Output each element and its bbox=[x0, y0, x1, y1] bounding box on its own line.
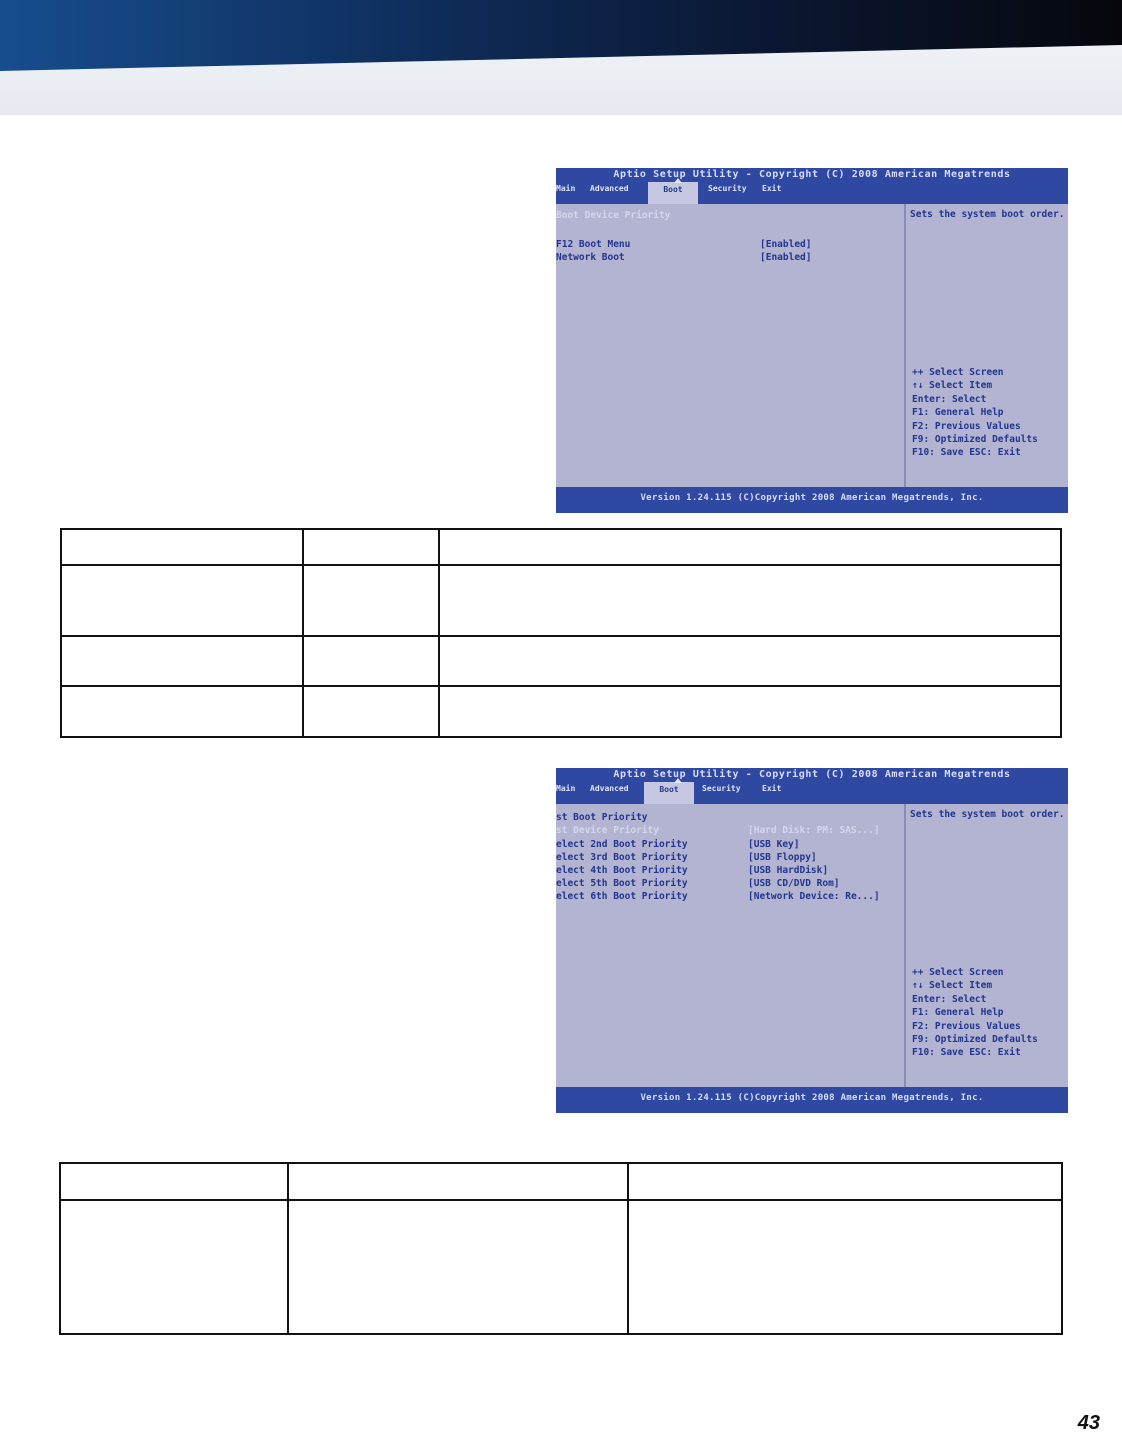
table-cell bbox=[439, 686, 1061, 737]
bios-help-panel bbox=[910, 208, 1066, 221]
table-cell bbox=[61, 686, 303, 737]
bios-tab-main[interactable]: Main bbox=[556, 784, 576, 793]
bios-footer-bar bbox=[556, 1087, 1068, 1113]
table-row bbox=[60, 1200, 1062, 1334]
bios-option-label: Network Boot bbox=[556, 252, 625, 263]
bios-options-panel bbox=[556, 204, 904, 487]
bios-tab-bar bbox=[556, 182, 1068, 196]
table-cell bbox=[61, 529, 303, 565]
bios-option-label: elect 5th Boot Priority bbox=[556, 878, 688, 889]
table-cell bbox=[439, 529, 1061, 565]
bios-tab-main[interactable]: Main bbox=[556, 184, 576, 193]
bios-option-label: elect 6th Boot Priority bbox=[556, 891, 688, 902]
bios-footer-text: Version 1.24.115 (C)Copyright 2008 American Megatrends, Inc. bbox=[640, 1093, 984, 1103]
bios-title: Aptio Setup Utility - Copyright (C) 2008 American Megatrends bbox=[613, 769, 1011, 780]
bios-options-panel bbox=[556, 804, 904, 1087]
bios-help-text: Sets the system boot order. bbox=[910, 209, 1065, 220]
bios-key-line: ↑↓ Select Item bbox=[912, 980, 993, 992]
table-cell bbox=[61, 565, 303, 636]
bios-screenshot-boot-settings bbox=[556, 168, 1068, 513]
table-cell bbox=[61, 636, 303, 686]
bios-key-line: ++ Select Screen bbox=[912, 367, 1004, 378]
table-row bbox=[61, 686, 1061, 737]
bios-option-label: elect 4th Boot Priority bbox=[556, 865, 688, 876]
bios-option-label: st Device Priority bbox=[556, 825, 659, 836]
table-cell bbox=[288, 1200, 628, 1334]
bios-option-row[interactable] bbox=[556, 877, 904, 890]
bios-tab-exit[interactable]: Exit bbox=[762, 184, 782, 193]
bios-screenshot-boot-priority bbox=[556, 768, 1068, 1113]
table-cell bbox=[288, 1163, 628, 1200]
table-cell bbox=[303, 686, 439, 737]
bios-option-row[interactable] bbox=[556, 838, 904, 851]
bios-key-line: F10: Save ESC: Exit bbox=[912, 1047, 1021, 1059]
bios-key-legend bbox=[912, 966, 1068, 1060]
settings-table-2 bbox=[59, 1162, 1063, 1335]
bios-option-row[interactable] bbox=[556, 864, 904, 877]
bios-panel-divider bbox=[904, 804, 906, 1087]
page-number: 43 bbox=[1077, 1412, 1100, 1434]
bios-option-row[interactable] bbox=[556, 251, 904, 264]
bios-section-heading: Boot Device Priority bbox=[556, 210, 671, 221]
bios-tab-boot[interactable]: Boot bbox=[644, 782, 694, 804]
bios-key-line: Enter: Select bbox=[912, 393, 987, 405]
bios-tab-boot[interactable]: Boot bbox=[648, 182, 698, 204]
bios-option-label: elect 2nd Boot Priority bbox=[556, 839, 688, 850]
caret-up-icon bbox=[674, 778, 682, 783]
caret-up-icon bbox=[674, 178, 682, 183]
bios-option-value: [USB CD/DVD Rom] bbox=[748, 878, 840, 889]
bios-key-line: F2: Previous Values bbox=[912, 420, 1021, 432]
bios-option-value: [Enabled] bbox=[760, 252, 812, 263]
header-banner bbox=[0, 0, 1122, 115]
bios-option-value: [Network Device: Re...] bbox=[748, 891, 880, 902]
bios-option-value: [USB Floppy] bbox=[748, 852, 817, 863]
bios-tab-security[interactable]: Security bbox=[702, 784, 741, 793]
table-cell bbox=[439, 636, 1061, 686]
bios-key-line: F10: Save ESC: Exit bbox=[912, 447, 1021, 459]
bios-section-heading: st Boot Priority bbox=[556, 812, 648, 823]
bios-key-line: F1: General Help bbox=[912, 1007, 1004, 1019]
bios-key-line: ++ Select Screen bbox=[912, 967, 1004, 978]
table-row bbox=[61, 565, 1061, 636]
table-cell bbox=[60, 1200, 288, 1334]
table-cell bbox=[628, 1163, 1062, 1200]
table-row bbox=[61, 636, 1061, 686]
bios-tab-exit[interactable]: Exit bbox=[762, 784, 782, 793]
bios-key-line: F9: Optimized Defaults bbox=[912, 434, 1038, 446]
bios-footer-bar bbox=[556, 487, 1068, 513]
table-cell bbox=[303, 565, 439, 636]
bios-key-legend bbox=[912, 366, 1068, 460]
table-cell bbox=[303, 529, 439, 565]
bios-tab-bar bbox=[556, 782, 1068, 796]
bios-tab-security[interactable]: Security bbox=[708, 184, 747, 193]
bios-option-value: [USB Key] bbox=[748, 839, 800, 850]
bios-option-row-selected[interactable] bbox=[556, 824, 904, 837]
table-cell bbox=[60, 1163, 288, 1200]
table-row bbox=[60, 1163, 1062, 1200]
bios-key-line: Enter: Select bbox=[912, 993, 987, 1005]
table-row bbox=[61, 529, 1061, 565]
bios-option-value: [Enabled] bbox=[760, 239, 812, 250]
bios-title-bar bbox=[556, 168, 1068, 204]
bios-tab-advanced[interactable]: Advanced bbox=[590, 184, 629, 193]
bios-option-row[interactable] bbox=[556, 238, 904, 251]
bios-key-line: F2: Previous Values bbox=[912, 1020, 1021, 1032]
bios-tab-advanced[interactable]: Advanced bbox=[590, 784, 629, 793]
bios-option-label: F12 Boot Menu bbox=[556, 239, 631, 250]
table-cell bbox=[439, 565, 1061, 636]
table-cell bbox=[303, 636, 439, 686]
table-cell bbox=[628, 1200, 1062, 1334]
settings-table-1 bbox=[60, 528, 1062, 738]
bios-help-text: Sets the system boot order. bbox=[910, 809, 1065, 820]
bios-option-value: [Hard Disk: PM: SAS...] bbox=[748, 825, 880, 836]
bios-footer-text: Version 1.24.115 (C)Copyright 2008 American Megatrends, Inc. bbox=[640, 493, 984, 503]
bios-key-line: ↑↓ Select Item bbox=[912, 380, 993, 392]
bios-title: Aptio Setup Utility - Copyright (C) 2008 American Megatrends bbox=[613, 169, 1011, 180]
bios-title-bar bbox=[556, 768, 1068, 804]
bios-key-line: F1: General Help bbox=[912, 407, 1004, 419]
bios-option-value: [USB HardDisk] bbox=[748, 865, 829, 876]
bios-option-row[interactable] bbox=[556, 890, 904, 903]
bios-option-label: elect 3rd Boot Priority bbox=[556, 852, 688, 863]
bios-panel-divider bbox=[904, 204, 906, 487]
bios-help-panel bbox=[910, 808, 1066, 821]
bios-option-row[interactable] bbox=[556, 851, 904, 864]
bios-key-line: F9: Optimized Defaults bbox=[912, 1034, 1038, 1046]
